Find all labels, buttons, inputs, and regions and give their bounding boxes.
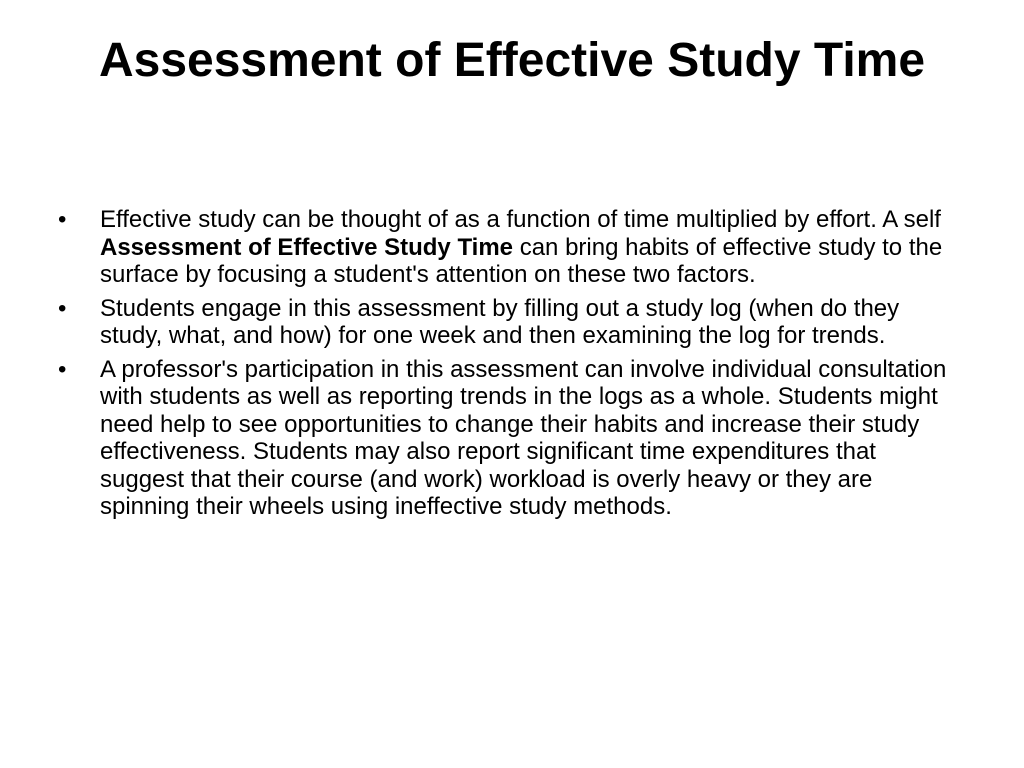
bullet-text-part: Effective study can be thought of as a function of time multiplied by effort. A self bbox=[100, 206, 941, 233]
bullet-item-effective-study bbox=[58, 206, 958, 289]
bullet-item-study-log bbox=[58, 295, 958, 350]
slide-title: Assessment of Effective Study Time bbox=[98, 34, 926, 87]
bullet-text: Students engage in this assessment by filling out a study log (when do they study, what, and how) for one week and then examining the log for trends. bbox=[100, 294, 900, 349]
bullet-icon: • bbox=[58, 206, 67, 233]
bullet-bold-text: Assessment of Effective Study Time bbox=[100, 233, 514, 261]
bullet-icon: • bbox=[58, 294, 67, 322]
bullet-text-part: can bring habits of effective study to the surface by focusing a student's attention on these two factors. bbox=[100, 233, 943, 288]
bullet-list bbox=[58, 206, 958, 527]
bullet-icon: • bbox=[58, 355, 67, 383]
bullet-item-professor-participation bbox=[58, 356, 958, 521]
bullet-text: A professor's participation in this assessment can involve individual consultation with students as well as reporting trends in the logs as a whole. Students might need help to see opportunities to change their habits and increase their study effectiveness. Students may also report significant time expenditures that suggest that their course (and work) workload is overly heavy or they are spinning their wheels using ineffective study methods. bbox=[100, 355, 947, 520]
